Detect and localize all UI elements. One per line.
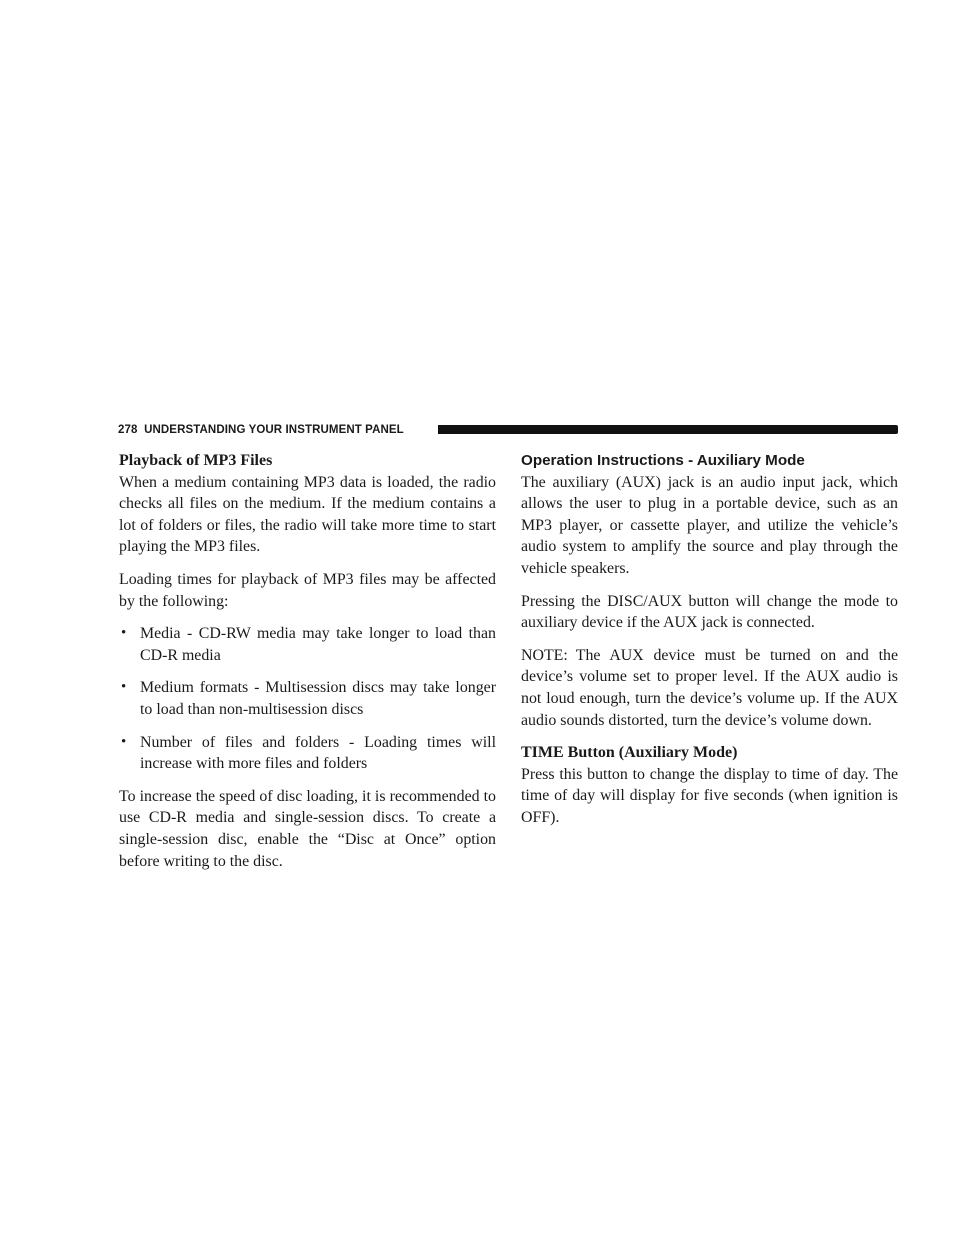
list-item <box>119 677 496 720</box>
list-item-text: Medium formats - Multisession discs may take longer to load than non-multisession discs <box>140 679 496 718</box>
right-column <box>521 450 898 829</box>
list-item <box>119 732 496 775</box>
section-title: UNDERSTANDING YOUR INSTRUMENT PANEL <box>144 424 404 436</box>
aux-jack-paragraph: The auxiliary (AUX) jack is an audio input jack, which allows the user to plug in a portable device, such as an MP3 player, or cassette player, and utilize the vehicle’s audio system to amplify the source and play through the vehicle speakers. <box>521 473 898 577</box>
note-paragraph <box>521 645 898 731</box>
bullet-icon: • <box>121 625 127 642</box>
left-column <box>119 450 496 883</box>
time-button-paragraph: Press this button to change the display to time of day. The time of day will display for five seconds (when ignition is OFF). <box>521 765 898 826</box>
page-header <box>118 423 898 437</box>
loading-times-intro: Loading times for playback of MP3 files may be affected by the following: <box>119 570 496 610</box>
note-label: NOTE: <box>521 646 568 664</box>
time-button-heading: TIME Button (Auxiliary Mode) <box>521 744 738 762</box>
mp3-playback-heading: Playback of MP3 Files <box>119 452 273 469</box>
note-text: The AUX device must be turned on and the device’s volume set to proper level. If the AUX audio is not loud enough, turn the device’s volume up. If the AUX audio sounds distorted, turn the device’s volume down. <box>521 646 898 729</box>
header-rule <box>438 425 898 434</box>
bullet-icon: • <box>121 733 127 750</box>
loading-factors-list <box>119 623 496 775</box>
disc-aux-button-paragraph: Pressing the DISC/AUX button will change the mode to auxiliary device if the AUX jack is connected. <box>521 592 898 632</box>
list-item <box>119 623 496 666</box>
mp3-loading-paragraph: When a medium containing MP3 data is loaded, the radio checks all files on the medium. If the medium contains a lot of folders or files, the radio will take more time to start playing the MP3 files. <box>119 473 496 556</box>
list-item-text: Number of files and folders - Loading times will increase with more files and folders <box>140 733 496 773</box>
page-number: 278 <box>118 424 138 436</box>
bullet-icon: • <box>121 679 127 696</box>
list-item-text: Media - CD-RW media may take longer to load than CD-R media <box>140 625 496 664</box>
disc-loading-tip-paragraph: To increase the speed of disc loading, it is recommended to use CD-R media and single-session discs. To create a single-session disc, enable the “Disc at Once” option before writing to the disc. <box>119 787 496 870</box>
auxiliary-mode-heading: Operation Instructions - Auxiliary Mode <box>521 452 805 469</box>
header-text <box>118 423 404 437</box>
